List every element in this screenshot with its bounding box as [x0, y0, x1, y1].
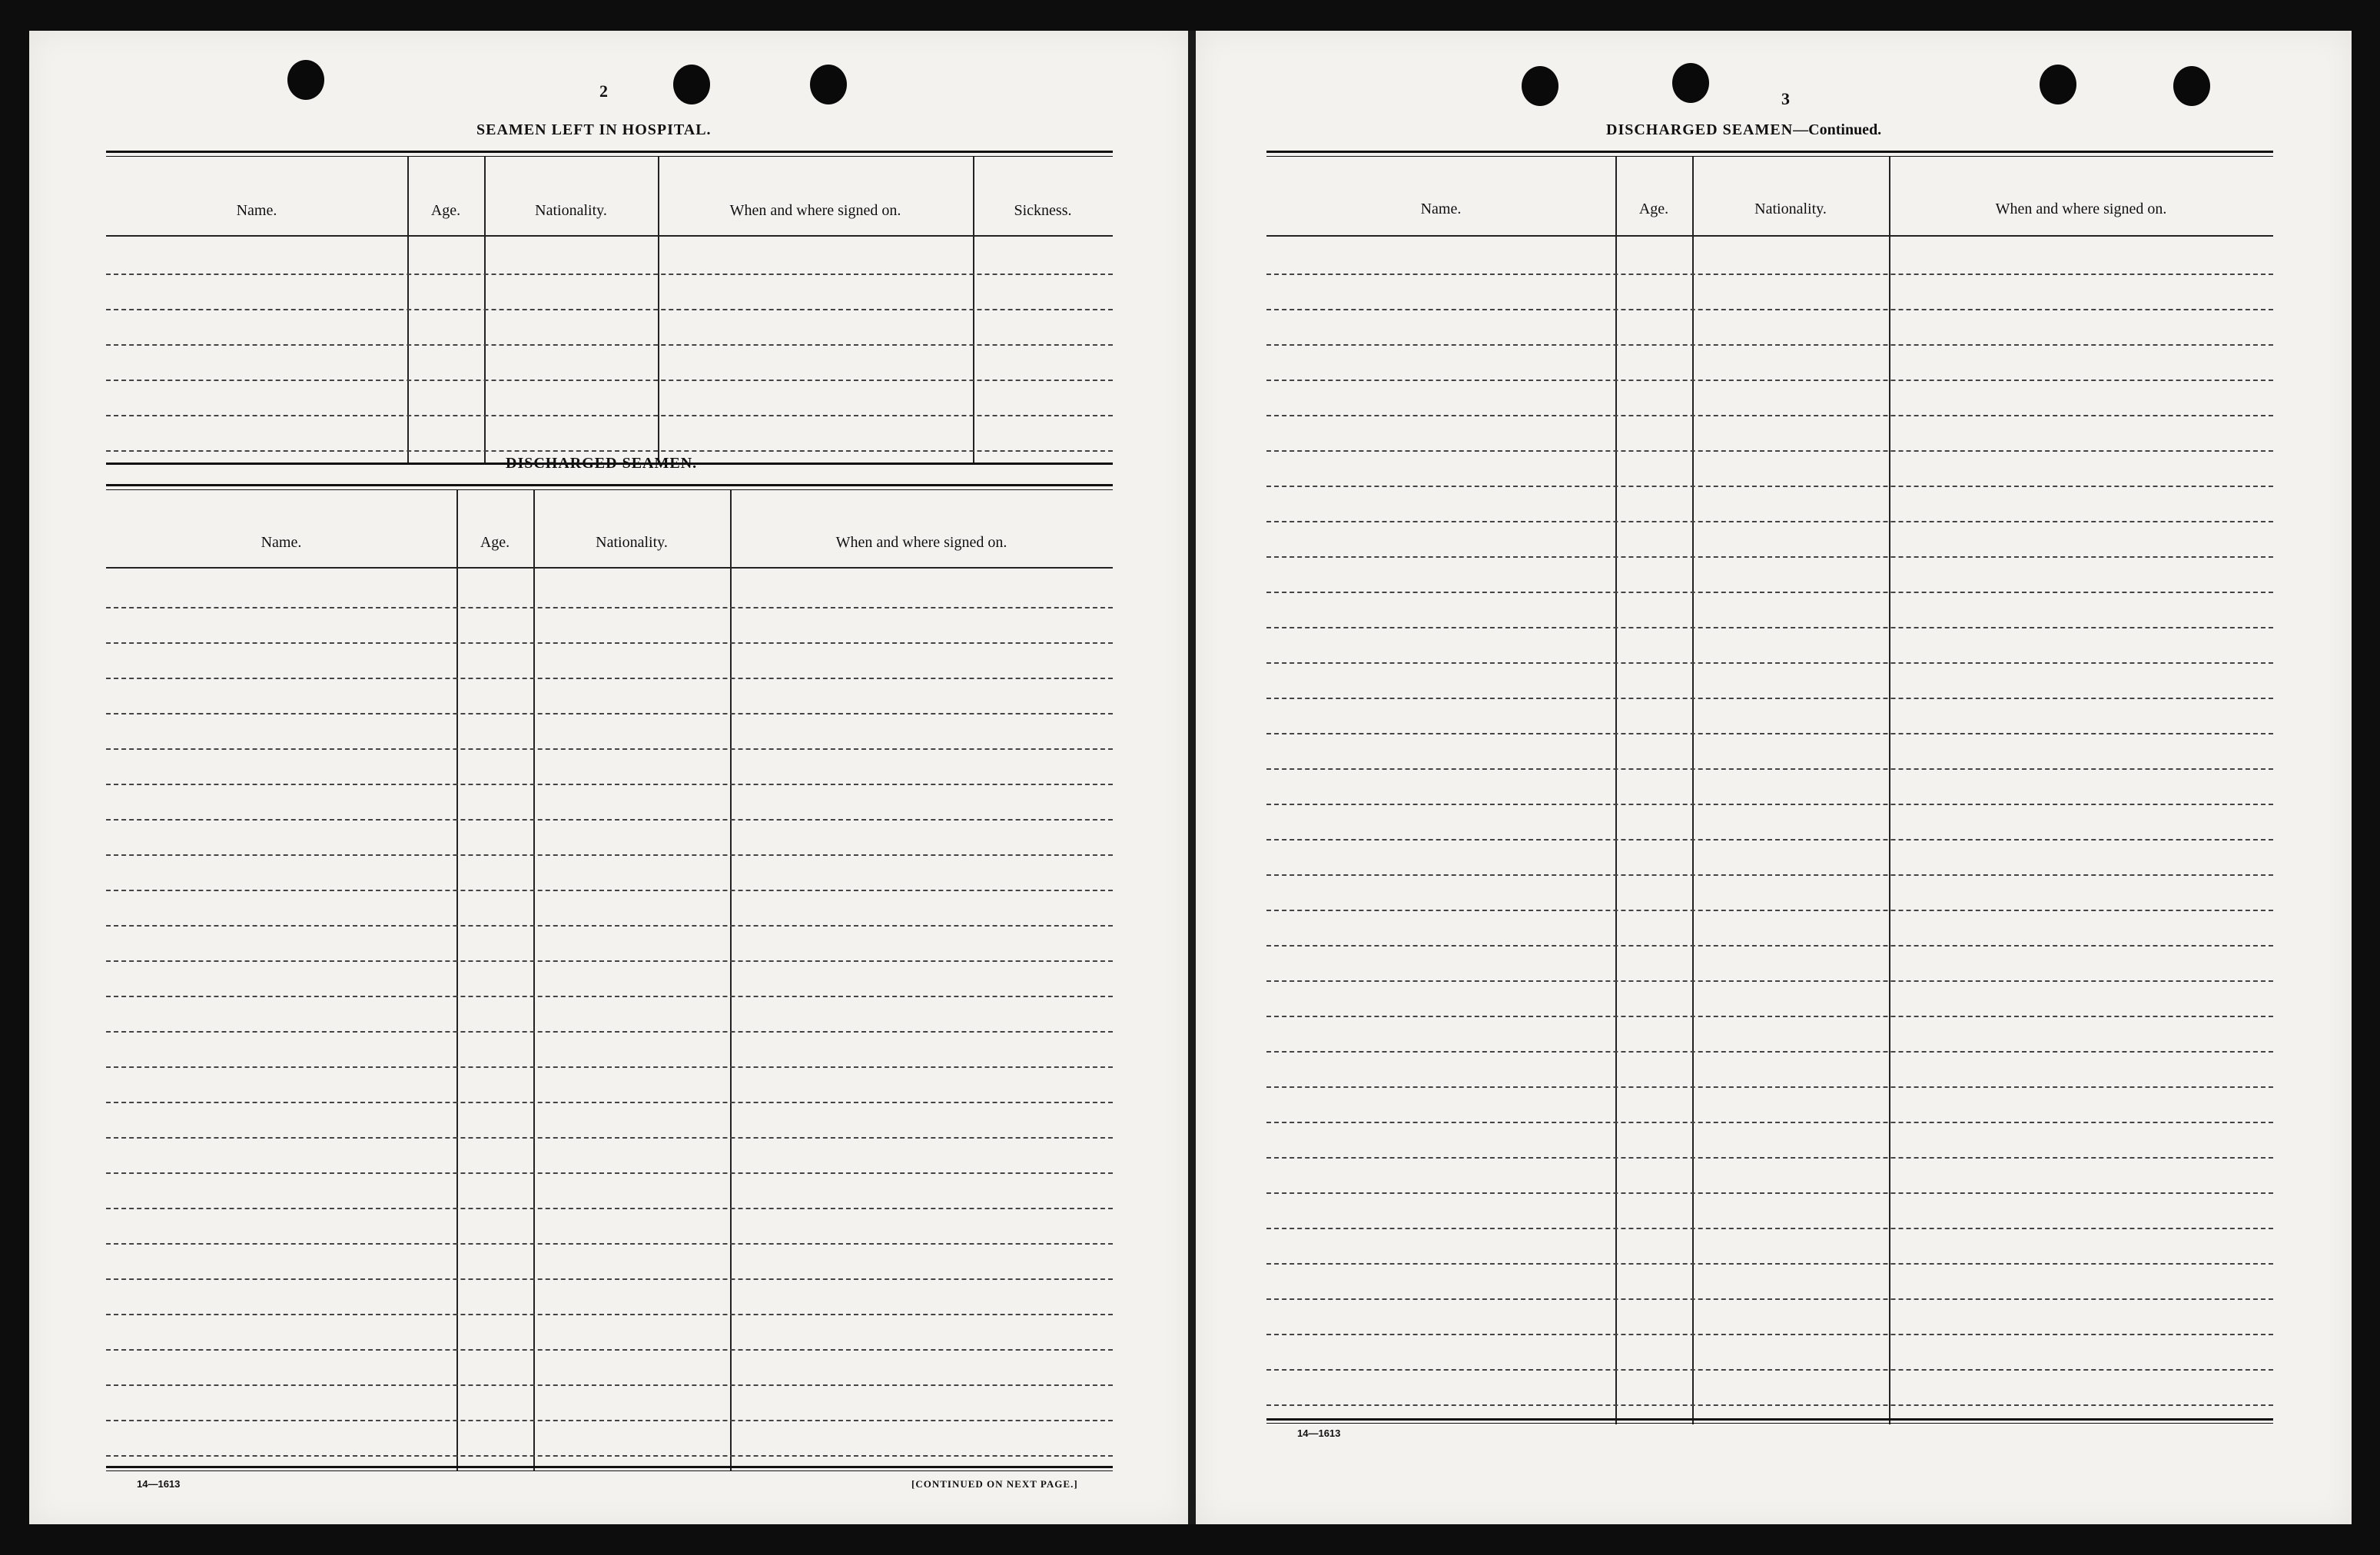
column-header-signed-on: When and where signed on. — [1995, 201, 2167, 217]
hospital-section-title: SEAMEN LEFT IN HOSPITAL. — [476, 121, 712, 138]
column-header-age: Age. — [1638, 201, 1669, 217]
punch-hole — [1672, 63, 1709, 103]
page-fold — [1188, 31, 1196, 1524]
hospital-table — [106, 151, 1113, 467]
column-header-nationality: Nationality. — [535, 202, 607, 219]
column-header-signed-on: When and where signed on. — [729, 202, 901, 219]
left-page — [29, 31, 1188, 1524]
punch-hole — [673, 65, 710, 104]
punch-hole — [287, 60, 324, 100]
page-number: 2 — [599, 81, 608, 101]
discharged-section-title: DISCHARGED SEAMEN. — [506, 455, 698, 472]
column-header-age: Age. — [430, 202, 461, 219]
right-page — [1196, 31, 2352, 1524]
discharged-table — [106, 484, 1113, 1475]
discharged-continued-title — [1606, 121, 1881, 139]
discharged-continued-table — [1266, 151, 2273, 1457]
punch-hole — [2173, 66, 2210, 106]
continued-note: [CONTINUED ON NEXT PAGE.] — [911, 1478, 1078, 1490]
column-header-nationality: Nationality. — [1754, 201, 1827, 217]
punch-hole — [1522, 66, 1558, 106]
column-header-name: Name. — [261, 534, 302, 551]
form-code: 14—1613 — [1297, 1427, 1341, 1439]
punch-hole — [2040, 65, 2076, 104]
column-header-nationality: Nationality. — [596, 534, 668, 551]
column-header-age: Age. — [480, 534, 510, 551]
form-code: 14—1613 — [137, 1478, 181, 1490]
page-number: 3 — [1781, 89, 1790, 108]
column-header-sickness: Sickness. — [1014, 202, 1072, 219]
title-main: DISCHARGED SEAMEN — [1606, 121, 1794, 138]
column-header-name: Name. — [1420, 201, 1462, 217]
title-suffix: —Continued. — [1793, 121, 1882, 138]
column-header-name: Name. — [236, 202, 277, 219]
column-header-signed-on: When and where signed on. — [835, 534, 1007, 551]
punch-hole — [810, 65, 847, 104]
